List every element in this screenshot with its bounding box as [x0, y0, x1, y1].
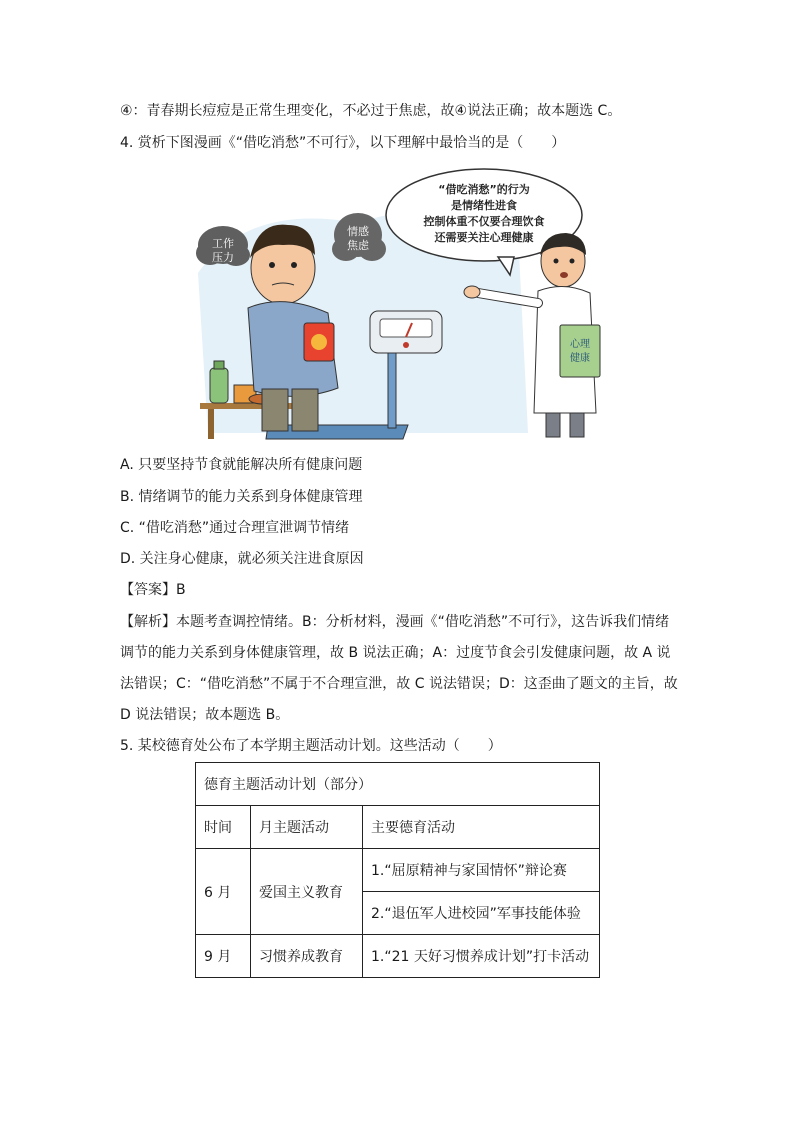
- header-theme: 月主题活动: [251, 806, 363, 849]
- table-header-row: [196, 806, 600, 849]
- row-theme: 爱国主义教育: [251, 849, 363, 935]
- table-title-row: [196, 763, 600, 806]
- work-pressure-text-1: 工作: [212, 237, 234, 250]
- row-theme: 习惯养成教育: [251, 935, 363, 978]
- answer-line: 【答案】B: [120, 582, 186, 598]
- book-label-2: 健康: [570, 353, 590, 364]
- row-month: 9 月: [196, 935, 251, 978]
- bubble-line-3: 控制体重不仅要合理饮食: [423, 215, 545, 228]
- row-activity: 1.“屈原精神与家国情怀”辩论赛: [363, 849, 600, 892]
- table-row: [196, 935, 600, 978]
- work-pressure-cloud: [196, 226, 250, 266]
- emotional-anxiety-text-1: 情感: [347, 225, 369, 238]
- table-row: [196, 849, 600, 892]
- analysis-line-3: 法错误；C：“借吃消愁”不属于不合理宣泄，故 C 说法错误；D：这歪曲了题文的主旨，故: [120, 676, 678, 692]
- header-activities: 主要德育活动: [363, 806, 600, 849]
- activity-plan-table: [195, 762, 600, 978]
- option-a: A. 只要坚持节食就能解决所有健康问题: [120, 457, 363, 473]
- bubble-line-1: “借吃消愁”的行为: [438, 183, 530, 196]
- bubble-line-4: 还需要关注心理健康: [434, 231, 534, 244]
- cartoon-illustration: [188, 163, 608, 445]
- row-activity: 1.“21 天好习惯养成计划”打卡活动: [363, 935, 600, 978]
- previous-answer-line: ④：青春期长痘痘是正常生理变化，不必过于焦虑，故④说法正确；故本题选 C。: [120, 103, 622, 119]
- bubble-line-2: 是情绪性进食: [451, 199, 517, 212]
- row-month: 6 月: [196, 849, 251, 935]
- header-time: 时间: [196, 806, 251, 849]
- option-b: B. 情绪调节的能力关系到身体健康管理: [120, 489, 363, 505]
- question-5-stem: 5. 某校德育处公布了本学期主题活动计划。这些活动（ ）: [120, 738, 502, 754]
- analysis-line-1: 【解析】本题考查调控情绪。B：分析材料，漫画《“借吃消愁”不可行》，这告诉我们情绪: [120, 614, 670, 630]
- analysis-line-2: 调节的能力关系到身体健康管理，故 B 说法正确；A：过度节食会引发健康问题，故 A 说: [120, 645, 671, 661]
- table-title: 德育主题活动计划（部分）: [196, 763, 600, 806]
- book-label-1: 心理: [570, 339, 590, 350]
- question-4-stem: 4. 赏析下图漫画《“借吃消愁”不可行》，以下理解中最恰当的是（ ）: [120, 135, 566, 151]
- analysis-line-4: D 说法错误；故本题选 B。: [120, 707, 290, 723]
- option-c: C. “借吃消愁”通过合理宣泄调节情绪: [120, 520, 350, 536]
- work-pressure-text-2: 压力: [212, 251, 234, 264]
- row-activity: 2.“退伍军人进校园”军事技能体验: [363, 892, 600, 935]
- emotional-anxiety-text-2: 焦虑: [347, 239, 369, 252]
- option-d: D. 关注身心健康，就必须关注进食原因: [120, 551, 364, 567]
